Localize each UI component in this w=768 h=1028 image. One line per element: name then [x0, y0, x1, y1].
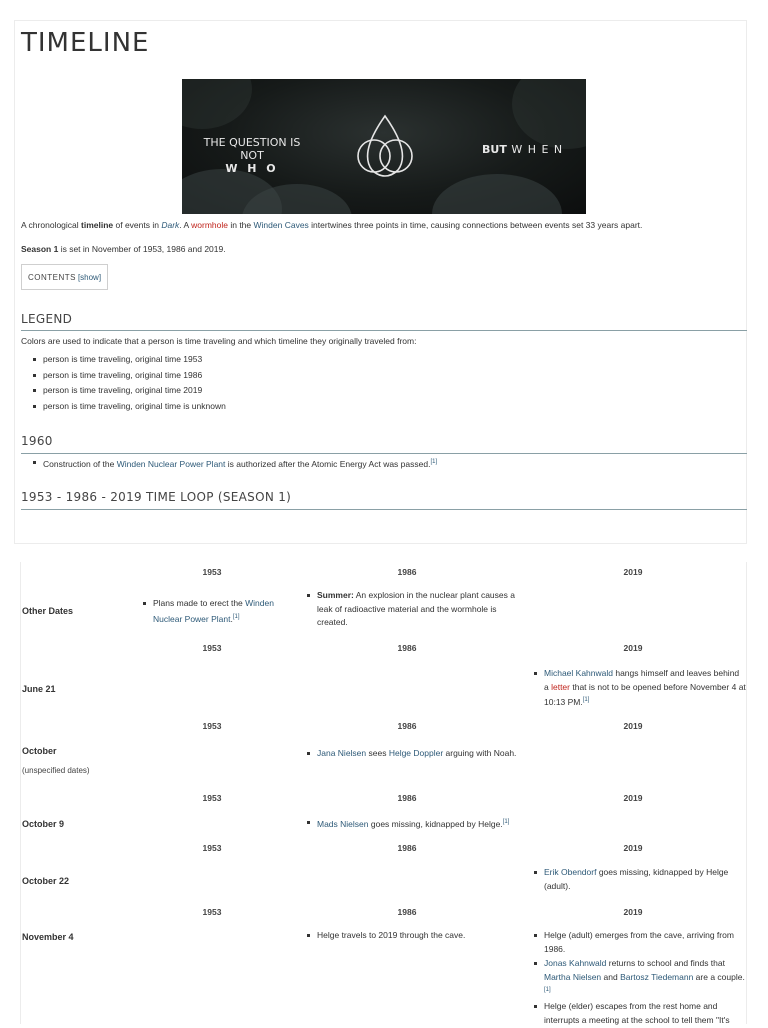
row-sublabel: (unspecified dates): [22, 766, 90, 775]
row-label-june-21: June 21: [22, 684, 56, 694]
letter-link[interactable]: letter: [551, 681, 570, 692]
year-header-2019: 2019: [623, 721, 643, 731]
reference-link[interactable]: [1]: [502, 819, 510, 825]
bartosz-tiedemann-link[interactable]: Bartosz Tiedemann: [620, 971, 694, 982]
year-header-2019: 2019: [623, 567, 643, 577]
cell-oct9-1986: Mads Nielsen goes missing, kidnapped by Helge.[1]: [307, 816, 537, 832]
section-1960-list: [33, 455, 437, 471]
season-banner-image: [182, 79, 586, 214]
banner-text-right: BUT W H E N: [482, 143, 564, 156]
list-item: Jonas Kahnwald returns to school and finds that Martha Nielsen and Bartosz Tiedemann are a couple.[1]: [534, 957, 746, 999]
wormhole-link[interactable]: wormhole: [191, 220, 228, 230]
reference-link[interactable]: [1]: [430, 459, 438, 465]
row-label-other-dates: Other Dates: [22, 606, 74, 616]
year-header-1986: 1986: [397, 567, 417, 577]
cell-nov4-2019: [534, 929, 746, 1028]
year-header-1986: 1986: [397, 907, 417, 917]
year-header-2019: 2019: [623, 643, 643, 653]
list-item: Helge (adult) emerges from the cave, arriving from 1986.: [534, 929, 746, 956]
year-header-1953: 1953: [202, 643, 222, 653]
jonas-kahnwald-link[interactable]: Jonas Kahnwald: [544, 958, 607, 968]
martha-nielsen-link[interactable]: Martha Nielsen: [544, 971, 602, 982]
mads-nielsen-link[interactable]: Mads Nielsen: [317, 818, 369, 829]
cell-other-1953: Plans made to erect the Winden Nuclear Power Plant.[1]: [143, 597, 293, 627]
erik-obendorf-link[interactable]: Erik Obendorf: [544, 867, 597, 877]
intro-paragraph: A chronological timeline of events in Dark. A wormhole in the Winden Caves intertwines three points in time, causing connections between events set 33 years apart.: [21, 220, 643, 230]
year-header-2019: 2019: [623, 793, 643, 803]
cell-nov4-1986: Helge travels to 2019 through the cave.: [307, 929, 517, 944]
nuclear-plant-link[interactable]: Winden Nuclear Power Plant: [153, 598, 274, 624]
reference-link[interactable]: [1]: [582, 697, 590, 703]
row-label-october: October: [22, 746, 57, 756]
banner-text-left: THE QUESTION IS NOT W H O: [203, 136, 301, 175]
page-title: TIMELINE: [21, 28, 150, 58]
divider: [21, 330, 747, 331]
legend-list: [33, 352, 226, 414]
legend-heading: LEGEND: [21, 312, 73, 326]
reference-link[interactable]: [1]: [544, 987, 551, 993]
table-border: [20, 562, 21, 1024]
row-label-november-4: November 4: [22, 932, 74, 942]
winden-caves-link[interactable]: Winden Caves: [253, 220, 309, 230]
row-label-october-22: October 22: [22, 876, 70, 886]
triquetra-icon: [350, 112, 420, 180]
cell-oct22-2019: Erik Obendorf goes missing, kidnapped by Helge (adult).: [534, 866, 746, 894]
list-item: Construction of the Winden Nuclear Power Plant is authorized after the Atomic Energy Act was passed.[1]: [33, 455, 437, 471]
year-header-2019: 2019: [623, 907, 643, 917]
toc-show-link[interactable]: [show]: [77, 272, 102, 282]
legend-item: person is time traveling, original time 1953: [33, 352, 226, 368]
year-header-2019: 2019: [623, 843, 643, 853]
cell-june21-2019: Michael Kahnwald hangs himself and leaves behind a letter that is not to be opened before November 4 at 10:13 PM.[1]: [534, 667, 746, 710]
divider: [21, 453, 747, 454]
section-1960-heading: 1960: [21, 434, 53, 448]
year-header-1986: 1986: [397, 721, 417, 731]
reference-link[interactable]: [1]: [232, 613, 240, 620]
year-header-1953: 1953: [202, 721, 222, 731]
list-item: Helge (elder) escapes from the rest home and interrupts a meeting at the school to tell them "It's: [534, 1000, 746, 1027]
season-1-link[interactable]: Season 1: [21, 244, 59, 254]
michael-kahnwald-link[interactable]: Michael Kahnwald: [544, 668, 613, 678]
legend-item: person is time traveling, original time is unknown: [33, 399, 226, 415]
cell-other-1986: Summer: An explosion in the nuclear plant causes a leak of radioactive material and the wormhole is created.: [307, 589, 517, 631]
jana-nielsen-link[interactable]: Jana Nielsen: [317, 748, 367, 758]
cell-october-1986: Jana Nielsen sees Helge Doppler arguing with Noah.: [307, 747, 517, 762]
year-header-1986: 1986: [397, 793, 417, 803]
table-of-contents: [21, 264, 108, 290]
toc-label: CONTENTS: [27, 272, 76, 282]
dark-link[interactable]: Dark: [161, 220, 180, 230]
time-loop-heading: 1953 - 1986 - 2019 TIME LOOP (SEASON 1): [21, 490, 292, 504]
year-header-1986: 1986: [397, 643, 417, 653]
legend-intro: Colors are used to indicate that a person is time traveling and which timeline they originally traveled from:: [21, 336, 417, 346]
year-header-1953: 1953: [202, 907, 222, 917]
year-header-1986: 1986: [397, 843, 417, 853]
year-header-1953: 1953: [202, 793, 222, 803]
table-border: [746, 562, 747, 1024]
year-header-1953: 1953: [202, 843, 222, 853]
legend-item: person is time traveling, original time 1986: [33, 368, 226, 384]
year-header-1953: 1953: [202, 567, 222, 577]
row-label-october-9: October 9: [22, 819, 65, 829]
season-paragraph: Season 1 is set in November of 1953, 1986 and 2019.: [21, 244, 226, 254]
helge-doppler-link[interactable]: Helge Doppler: [388, 748, 444, 758]
divider: [21, 509, 747, 510]
legend-item: person is time traveling, original time 2019: [33, 383, 226, 399]
nuclear-plant-link[interactable]: Winden Nuclear Power Plant: [116, 458, 226, 469]
